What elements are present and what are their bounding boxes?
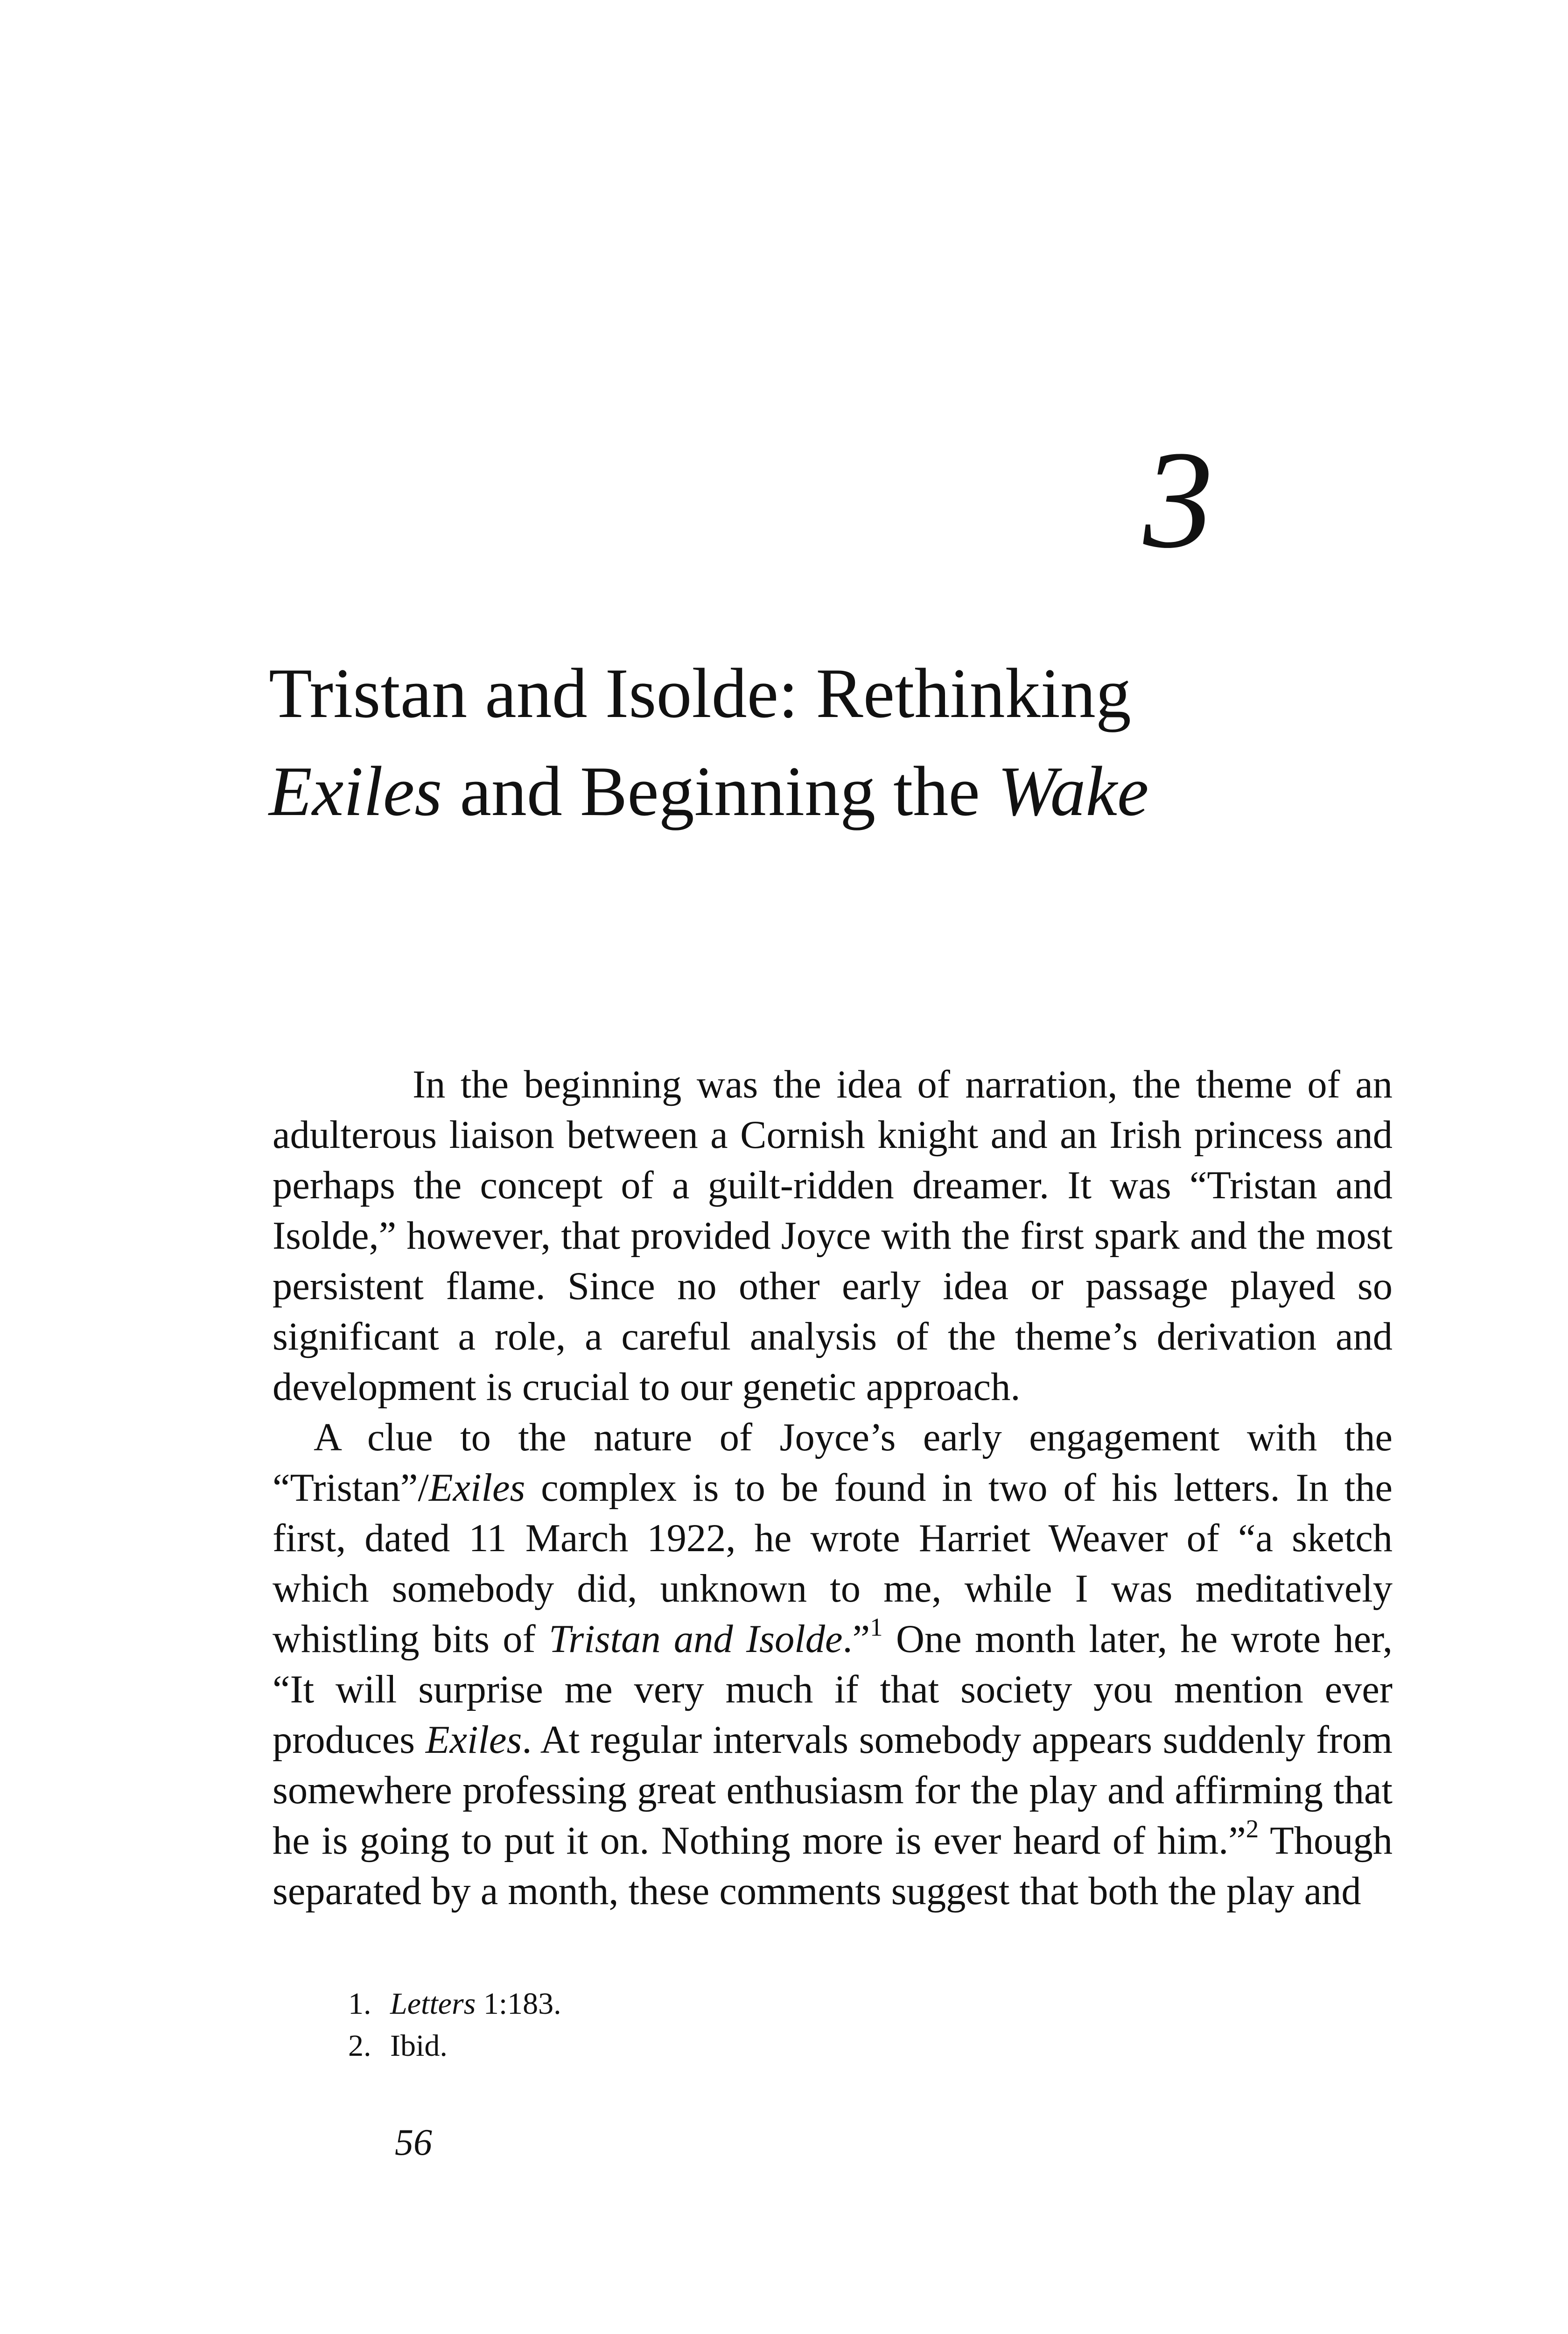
title-wake: Wake (997, 752, 1149, 830)
footnote-1 (348, 1983, 1048, 2025)
footnote-2 (348, 2025, 1048, 2067)
p2-text-e: .” (842, 1617, 870, 1661)
p2-text-c: complex is to be found in two of his letters. In the first, dated 11 March 1922, he wrote Harriet Weaver of “a sketch which somebody did, unknown to me, while I was meditatively whistling bits of (273, 1466, 1393, 1661)
p2-text-h: . At regular intervals somebody appears suddenly from somewhere professing great enthusiasm for the play and affirming that he is going to put it on. Nothing more is ever heard of him.” (273, 1718, 1393, 1863)
footnote-ref-2: 2 (1246, 1814, 1259, 1843)
body-text (273, 1060, 1393, 1917)
footnote-italic: Letters (390, 1987, 476, 2021)
chapter-title-line-2 (269, 742, 1389, 840)
chapter-title-line-1: Tristan and Isolde: Rethinking (269, 654, 1131, 732)
footnotes (348, 1983, 1048, 2067)
footnote-number: 1. (348, 1987, 371, 2021)
title-middle: and Beginning the (442, 752, 998, 830)
chapter-number: 3 (1143, 422, 1213, 577)
footnote-text: 1:183. (476, 1987, 561, 2021)
paragraph-2 (273, 1413, 1393, 1917)
title-exiles: Exiles (269, 752, 442, 830)
footnote-ref-1: 1 (870, 1612, 883, 1641)
p2-text-f: One month later, he wrote her, “It will surprise me very much if that society you mention ever produces (273, 1617, 1393, 1762)
p2-italic-exiles-2: Exiles (425, 1718, 522, 1762)
paragraph-1: In the beginning was the idea of narration, the theme of an adulterous liaison between a Cornish knight and an Irish princess and perhaps the concept of a guilt-ridden dreamer. It was “Tristan and Isolde,” however, that provided Joyce with the first spark and the most persistent flame. Since no other early idea or passage played so significant a role, a careful analysis of the theme’s derivation and development is crucial to our genetic approach. (273, 1063, 1393, 1409)
p2-text-a: A clue to the nature of Joyce’s early engagement with the “Tristan”/ (273, 1416, 1393, 1510)
chapter-title (269, 644, 1389, 840)
page-number: 56 (395, 2122, 432, 2163)
footnote-number: 2. (348, 2029, 371, 2063)
p2-italic-exiles-1: Exiles (428, 1466, 525, 1510)
p2-italic-tristan-and-isolde: Tristan and Isolde (549, 1617, 843, 1661)
footnote-text: Ibid. (390, 2029, 448, 2063)
p2-text-i: Though separated by a month, these comments suggest that both the play and (273, 1819, 1393, 1913)
